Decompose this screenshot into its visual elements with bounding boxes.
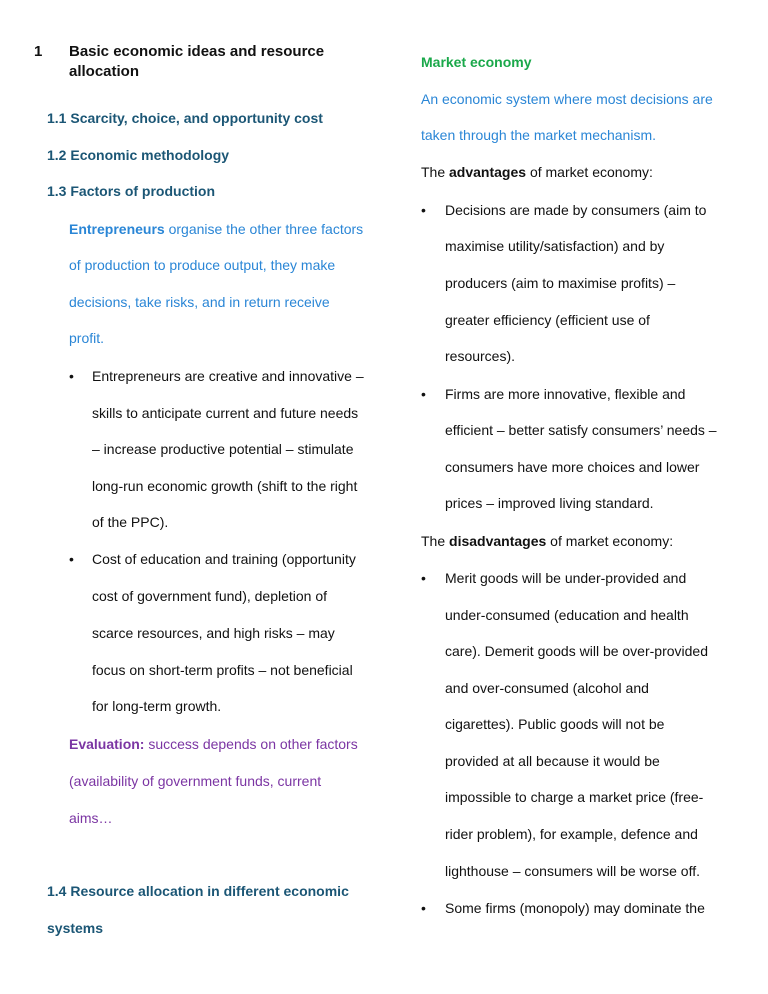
bullet-line: of the PPC). <box>92 514 169 530</box>
paragraph-line: of production to produce output, they make <box>69 257 336 273</box>
bullet-line: consumers have more choices and lower <box>445 459 700 475</box>
term: disadvantages <box>449 533 547 549</box>
section-heading: 1.3 Factors of production <box>47 183 216 199</box>
bullet-icon: • <box>421 202 426 218</box>
bullet-line: Firms are more innovative, flexible and <box>445 386 686 402</box>
bullet-line: – increase productive potential – stimulate <box>92 441 354 457</box>
chapter-title: allocation <box>69 63 140 80</box>
bullet-line: scarce resources, and high risks – may <box>92 625 335 641</box>
bullet-line: greater efficiency (efficient use of <box>445 312 650 328</box>
bullet-line: skills to anticipate current and future needs <box>92 405 359 421</box>
bullet-icon: • <box>421 900 426 916</box>
section-heading: 1.2 Economic methodology <box>47 147 230 163</box>
text: The <box>421 164 450 180</box>
bullet-line: and over-consumed (alcohol and <box>445 680 649 696</box>
bullet-line: impossible to charge a market price (free- <box>445 789 704 805</box>
text: of market economy: <box>546 533 674 549</box>
bullet-icon: • <box>421 570 426 586</box>
bullet-line: care). Demerit goods will be over-provided <box>445 643 708 659</box>
bullet-line: lighthouse – consumers will be worse off. <box>445 863 700 879</box>
bullet-line: focus on short-term profits – not beneficial <box>92 662 353 678</box>
text: success depends on other factors <box>144 736 358 752</box>
bullet-line: long-run economic growth (shift to the right <box>92 478 358 494</box>
bullet-line: maximise utility/satisfaction) and by <box>445 238 665 254</box>
bullet-line: Entrepreneurs are creative and innovative – <box>92 368 364 384</box>
text: organise the other three factors <box>164 221 364 237</box>
bullet-line: provided at all because it would be <box>445 753 660 769</box>
definition-line: taken through the market mechanism. <box>421 127 657 143</box>
bullet-line: Cost of education and training (opportunity <box>92 551 356 567</box>
chapter-number: 1 <box>34 43 43 60</box>
bullet-line: resources). <box>445 348 516 364</box>
text: of market economy: <box>526 164 653 180</box>
bullet-line: Decisions are made by consumers (aim to <box>445 202 707 218</box>
bullet-icon: • <box>421 386 426 402</box>
bullet-line: for long-term growth. <box>92 698 222 714</box>
term: Evaluation: <box>69 736 145 752</box>
section-heading: 1.4 Resource allocation in different economic <box>47 883 349 899</box>
bullet-line: prices – improved living standard. <box>445 495 654 511</box>
bullet-line: producers (aim to maximise profits) – <box>445 275 676 291</box>
evaluation-line: aims… <box>69 810 113 826</box>
bullet-line: Merit goods will be under-provided and <box>445 570 687 586</box>
bullet-line: efficient – better satisfy consumers’ needs – <box>445 422 717 438</box>
bullet-line: under-consumed (education and health <box>445 607 689 623</box>
bullet-icon: • <box>69 551 74 567</box>
bullet-line: rider problem), for example, defence and <box>445 826 698 842</box>
evaluation-line <box>69 735 358 753</box>
section-heading: 1.1 Scarcity, choice, and opportunity cost <box>47 110 323 126</box>
term: advantages <box>449 164 527 180</box>
term: Entrepreneurs <box>69 221 165 237</box>
evaluation-line: (availability of government funds, current <box>69 773 322 789</box>
bullet-line: Some firms (monopoly) may dominate the <box>445 900 705 916</box>
section-heading: systems <box>47 920 104 936</box>
market-economy-title: Market economy <box>421 54 532 70</box>
paragraph-line: profit. <box>69 330 105 346</box>
paragraph-line <box>69 220 363 238</box>
disadvantages-intro <box>421 532 673 550</box>
paragraph-line: decisions, take risks, and in return receive <box>69 294 330 310</box>
bullet-icon: • <box>69 368 74 384</box>
bullet-line: cost of government fund), depletion of <box>92 588 328 604</box>
definition-line: An economic system where most decisions are <box>421 91 713 107</box>
advantages-intro <box>421 163 653 181</box>
text: The <box>421 533 450 549</box>
bullet-line: cigarettes). Public goods will not be <box>445 716 665 732</box>
chapter-title: Basic economic ideas and resource <box>69 43 325 60</box>
